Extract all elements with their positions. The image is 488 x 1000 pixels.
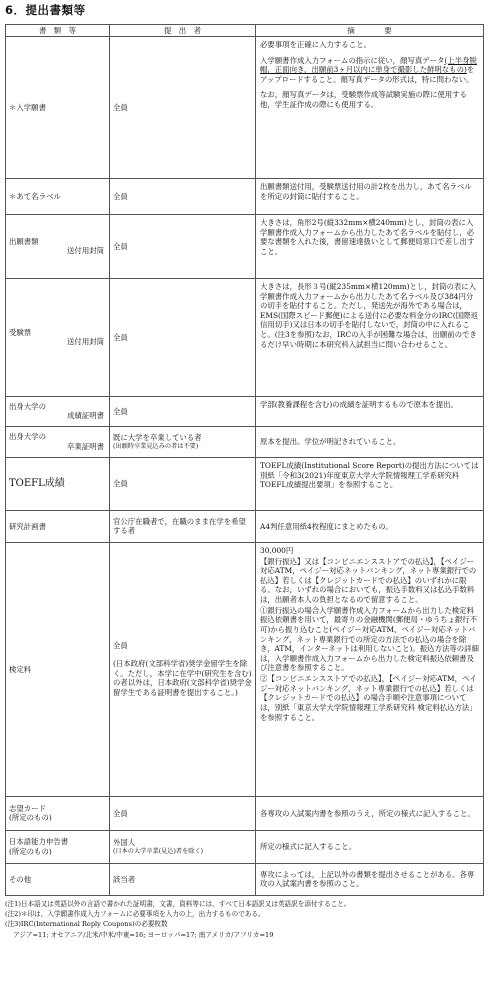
photo-requirements-underlined: (上半身脱帽，正面向き，出願前3ヶ月以内に単身で撮影した鮮明なもの) — [260, 55, 477, 75]
submitter-cell — [110, 426, 256, 457]
summary-text: A4判任意用紙4枚程度にまとめたもの。 — [260, 521, 393, 531]
doc-name: 出身大学の — [9, 401, 46, 411]
table-row — [6, 796, 484, 830]
section-title: 6．提出書類等 — [5, 3, 86, 17]
doc-subname: (所定のもの) — [9, 846, 52, 856]
submitter-cell — [110, 278, 256, 396]
doc-cell — [6, 457, 110, 510]
summary-cell — [256, 396, 484, 426]
submitter-cell — [110, 396, 256, 426]
doc-name: 志望カード — [9, 803, 46, 813]
submitter-text: 全員 — [113, 332, 128, 342]
submitter-note: (出願時卒業見込みの者は不要) — [113, 442, 199, 450]
submitter-cell — [110, 830, 256, 863]
footnotes — [5, 899, 484, 940]
submitter-note: (日本の大学卒業(見込)者を除く) — [113, 847, 204, 855]
submitter-cell — [110, 457, 256, 510]
table-row — [6, 542, 484, 796]
summary-cell — [256, 36, 484, 178]
doc-name: 検定料 — [9, 664, 32, 674]
table-header-row — [6, 24, 484, 36]
submitter-text: 全員 — [113, 191, 128, 201]
table-row — [6, 36, 484, 178]
summary-text: ②【コンビニエンスストアでの払込】，【ペイジー対応ATM，ペイジー対応ネットバンキング，ネット専業銀行での払込】若しくは【クレジットカードでの払込】の場合手順や注意事項については，別紙「東京大学大学院情報理工学系研究科 検定料払込方法」を参照すること。 — [260, 674, 477, 722]
summary-cell — [256, 830, 484, 863]
doc-cell — [6, 426, 110, 457]
summary-text: 原本を提出。学位が明記されていること。 — [260, 437, 401, 447]
summary-text: 学部(教養課程を含む)の成績を証明するもので原本を提出。 — [260, 399, 458, 409]
summary-text: 大きさは，長形３号(縦235mm×横120mm)とし，封筒の表に入学願書作成入力フォームから出力したあて名ラベル及び384円分の切手を貼付すること。ただし，発送先が海外である場合は，EMS(国際スピード郵便)による送付に必要な料金分のIRC(国際返信用切手)又は日本の切手を貼付しないで，封筒の中に入れること。(注3を参照)なお，IRCの入手が困難な場合は，出願前のできるだけ早い時期に本研究科入試担当に問い合わせること。 — [260, 281, 478, 349]
submitter-text: 全員 — [113, 102, 128, 112]
doc-subname: 成績証明書 — [67, 411, 104, 421]
submitter-text: 該当者 — [113, 874, 136, 884]
submitter-text: 全員 — [113, 808, 128, 818]
doc-cell — [6, 510, 110, 542]
footnote-1: (注1)日本語又は英語以外の言語で書かれた証明書，文書，資料等には，すべて日本語訳又は英語訳を添付すること。 — [5, 899, 351, 908]
table-row — [6, 863, 484, 895]
submitter-text: 外国人 — [113, 838, 136, 848]
doc-cell — [6, 178, 110, 214]
doc-name: 日本語能力申告書 — [9, 837, 69, 847]
header-summary: 摘 要 — [256, 24, 484, 36]
doc-subname: 卒業証明書 — [67, 441, 104, 451]
submitter-text: 既に大学を卒業している者 — [113, 433, 202, 443]
submitter-text: 全員 — [113, 406, 128, 416]
doc-cell — [6, 214, 110, 278]
summary-text: 各専攻の入試案内書を参照のうえ，所定の様式に記入すること。 — [260, 808, 475, 818]
table-row — [6, 178, 484, 214]
doc-name: 出身大学の — [9, 432, 46, 442]
doc-subname: 送付用封筒 — [67, 246, 104, 256]
footnote-3-detail: アジア=11; オセアニア/北米/中米/中東=16; ヨーロッパ=17; 南アメリカ/アフリカ=19 — [13, 930, 274, 939]
summary-text: 必要事項を正確に入力すること。 — [260, 39, 371, 49]
doc-subname: (所定のもの) — [9, 813, 52, 823]
submitter-text: 官公庁在職者で，在職のまま在学を希望する者 — [113, 516, 246, 536]
doc-name: 研究計画書 — [9, 521, 46, 531]
summary-cell — [256, 178, 484, 214]
summary-text: 【銀行振込】又は【コンビニエンスストアでの払込】，【ペイジー対応ATM，ペイジー対応ネットバンキング，ネット専業銀行での払込】若しくは【クレジットカードでの払込】のいずれかに限る。なお，いずれの場合においても，振込手数料又は払込手数料は，出願者本人の負担となるので留意すること。 — [260, 556, 477, 605]
doc-name: 受験票 — [9, 327, 32, 337]
submitter-cell — [110, 214, 256, 278]
footnote-2: (注2)＊印は，入学願書作成入力フォームに必要事項を入力の上，出力するものである。 — [5, 910, 265, 919]
submitter-cell — [110, 178, 256, 214]
table-row — [6, 830, 484, 863]
doc-cell — [6, 278, 110, 396]
submitter-cell — [110, 36, 256, 178]
table-row — [6, 278, 484, 396]
submitter-cell — [110, 542, 256, 796]
doc-name: TOEFL成績 — [9, 478, 65, 490]
summary-cell — [256, 796, 484, 830]
summary-cell — [256, 863, 484, 895]
summary-cell — [256, 426, 484, 457]
summary-cell — [256, 542, 484, 796]
submitter-text: 全員 — [113, 241, 128, 251]
summary-cell — [256, 510, 484, 542]
submitter-cell — [110, 796, 256, 830]
header-submitter: 提 出 者 — [110, 24, 256, 36]
summary-text: 専攻によっては，上記以外の書類を提出させることがある。各専攻の入試案内書を参照のこと。 — [260, 869, 475, 889]
doc-cell — [6, 796, 110, 830]
fee-amount: 30,000円 — [260, 545, 294, 555]
doc-name: ＊入学願書 — [9, 102, 46, 112]
doc-name: その他 — [9, 874, 32, 884]
table-row — [6, 426, 484, 457]
summary-text: なお，顔写真データは，受験票作成等試験実施の際に使用する他，学生証作成の際にも使用する。 — [260, 90, 467, 110]
summary-cell — [256, 214, 484, 278]
submitter-text: 全員 — [113, 641, 128, 651]
table-row — [6, 396, 484, 426]
summary-text: 大きさは，角形2号(縦332mm×横240mm)とし，封筒の表に入学願書作成入力フォームから出力したあて名ラベルを貼付し，必要な書類を入れた後，書留速達扱いとして郵便局窓口で差し出すこと。 — [260, 217, 475, 256]
doc-cell — [6, 396, 110, 426]
doc-name: 出願書類 — [9, 236, 39, 246]
summary-cell — [256, 278, 484, 396]
submitter-note: (日本政府(文部科学省)奨学金留学生を除く。ただし，本学に在学中(研究生を含む)の者以外は，日本政府(文部科学省)奨学金留学生である証明書を提出すること。) — [113, 659, 252, 697]
summary-text: 出願書類送付用，受験票送付用の計2枚を出力し，あて名ラベルを所定の封筒に貼付すること。 — [260, 181, 472, 201]
submitter-cell — [110, 863, 256, 895]
doc-cell — [6, 830, 110, 863]
submitter-cell — [110, 510, 256, 542]
summary-text: ①銀行振込の場合入学願書作成入力フォームから出力した検定料振込依頼書を用いて，最寄りの金融機関(郵便局・ゆうちょ銀行不可)から振り込むこと(ペイジー対応ATM，ペイジー対応ネットバンキング，ネット専業銀行での所定の方法での払込の場合を除き，ATM，インターネットは利用しないこと)。振込方法等の詳細は，入学願書作成入力フォームから出力した検定料振込依頼書及び注意書を参照すること。 — [260, 605, 479, 673]
footnote-3: (注3)IRC(International Reply Coupons)の必要枚数 — [5, 920, 168, 929]
summary-text: TOEFL成績(Institutional Score Report)の提出方法については別紙「令和3(2021)年度東京大学大学院情報理工学系研究科TOEFL成績提出要項」を参照すること。 — [260, 460, 479, 490]
table-row — [6, 510, 484, 542]
header-doc: 書 類 等 — [6, 24, 110, 36]
summary-text: 入学願書作成入力フォームの指示に従い，顔写真データ(上半身脱帽，正面向き，出願前3ヶ月以内に単身で撮影した鮮明なもの)をアップロードすること。顔写真データの形式は，特に問わない。 — [260, 55, 477, 84]
table-row — [6, 457, 484, 510]
doc-subname: 送付用封筒 — [67, 337, 104, 347]
doc-cell — [6, 542, 110, 796]
doc-name: ＊あて名ラベル — [9, 191, 61, 201]
summary-cell — [256, 457, 484, 510]
documents-table — [5, 24, 484, 896]
doc-cell — [6, 863, 110, 895]
table-row — [6, 214, 484, 278]
doc-cell — [6, 36, 110, 178]
submitter-text: 全員 — [113, 479, 128, 489]
summary-text: 所定の様式に記入すること。 — [260, 842, 357, 852]
